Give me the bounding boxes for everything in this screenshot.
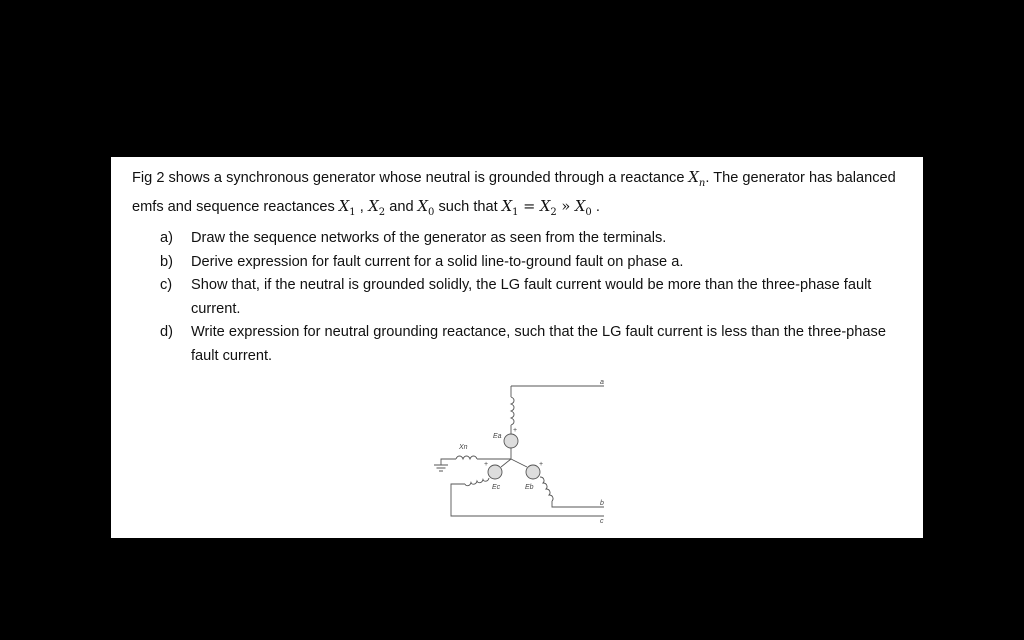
- generator-diagram: [429, 379, 609, 527]
- question-card: [111, 157, 923, 538]
- polarity-c: +: [484, 461, 489, 468]
- generator-circuit-figure: [429, 379, 609, 527]
- math-x1: $X_1$: [338, 198, 356, 219]
- question-list: [160, 227, 900, 368]
- source-ec: [488, 465, 502, 479]
- source-eb: [526, 465, 540, 479]
- source-ea: [504, 434, 518, 448]
- wire-b: [552, 501, 604, 507]
- coil-xn: [456, 456, 477, 459]
- coil-b: [540, 477, 553, 501]
- math-relation: $X_1 = X_2$ » $X_0$: [501, 198, 592, 219]
- terminal-a-label: a: [600, 379, 604, 386]
- question-a: a) Draw the sequence networks of the generator as seen from the terminals.: [160, 230, 667, 246]
- polarity-a: +: [513, 427, 518, 434]
- xn-label: Xn: [459, 444, 468, 451]
- coil-c: [465, 478, 489, 486]
- terminal-c-label: c: [600, 518, 604, 525]
- question-b: b) Derive expression for fault current for a solid line-to-ground fault on phase a.: [160, 253, 684, 270]
- ground-symbol: [434, 465, 448, 471]
- math-x0: $X_0$: [417, 198, 435, 219]
- intro-text-2: . The generator has balanced emfs and sequence reactances: [132, 170, 896, 216]
- math-x2: $X_2$: [368, 198, 386, 219]
- math-xn: $X_n$: [688, 169, 706, 189]
- intro-text-1: Fig 2 shows a synchronous generator whose neutral is grounded through a reactance: [132, 170, 689, 186]
- ec-label: Ec: [492, 484, 501, 491]
- coil-a: [511, 397, 514, 425]
- question-c: c) Show that, if the neutral is grounded solidly, the LG fault current would be more than the three-phase fault current.: [160, 277, 872, 317]
- question-d: d) Write expression for neutral grounding reactance, such that the LG fault current is less than the three-phase fault current.: [160, 324, 886, 364]
- polarity-b: +: [539, 461, 544, 468]
- ea-label: Ea: [493, 433, 502, 440]
- eb-label: Eb: [525, 484, 534, 491]
- problem-statement: Fig 2 shows a synchronous generator whose neutral is grounded through a reactance $X_n$. The generator has balanced emfs and sequence reactances $X_1$ , $X_2$ and $X_0$ such that $X_1 = X_2$ » $X_0$ .: [132, 169, 896, 219]
- terminal-b-label: b: [600, 500, 604, 507]
